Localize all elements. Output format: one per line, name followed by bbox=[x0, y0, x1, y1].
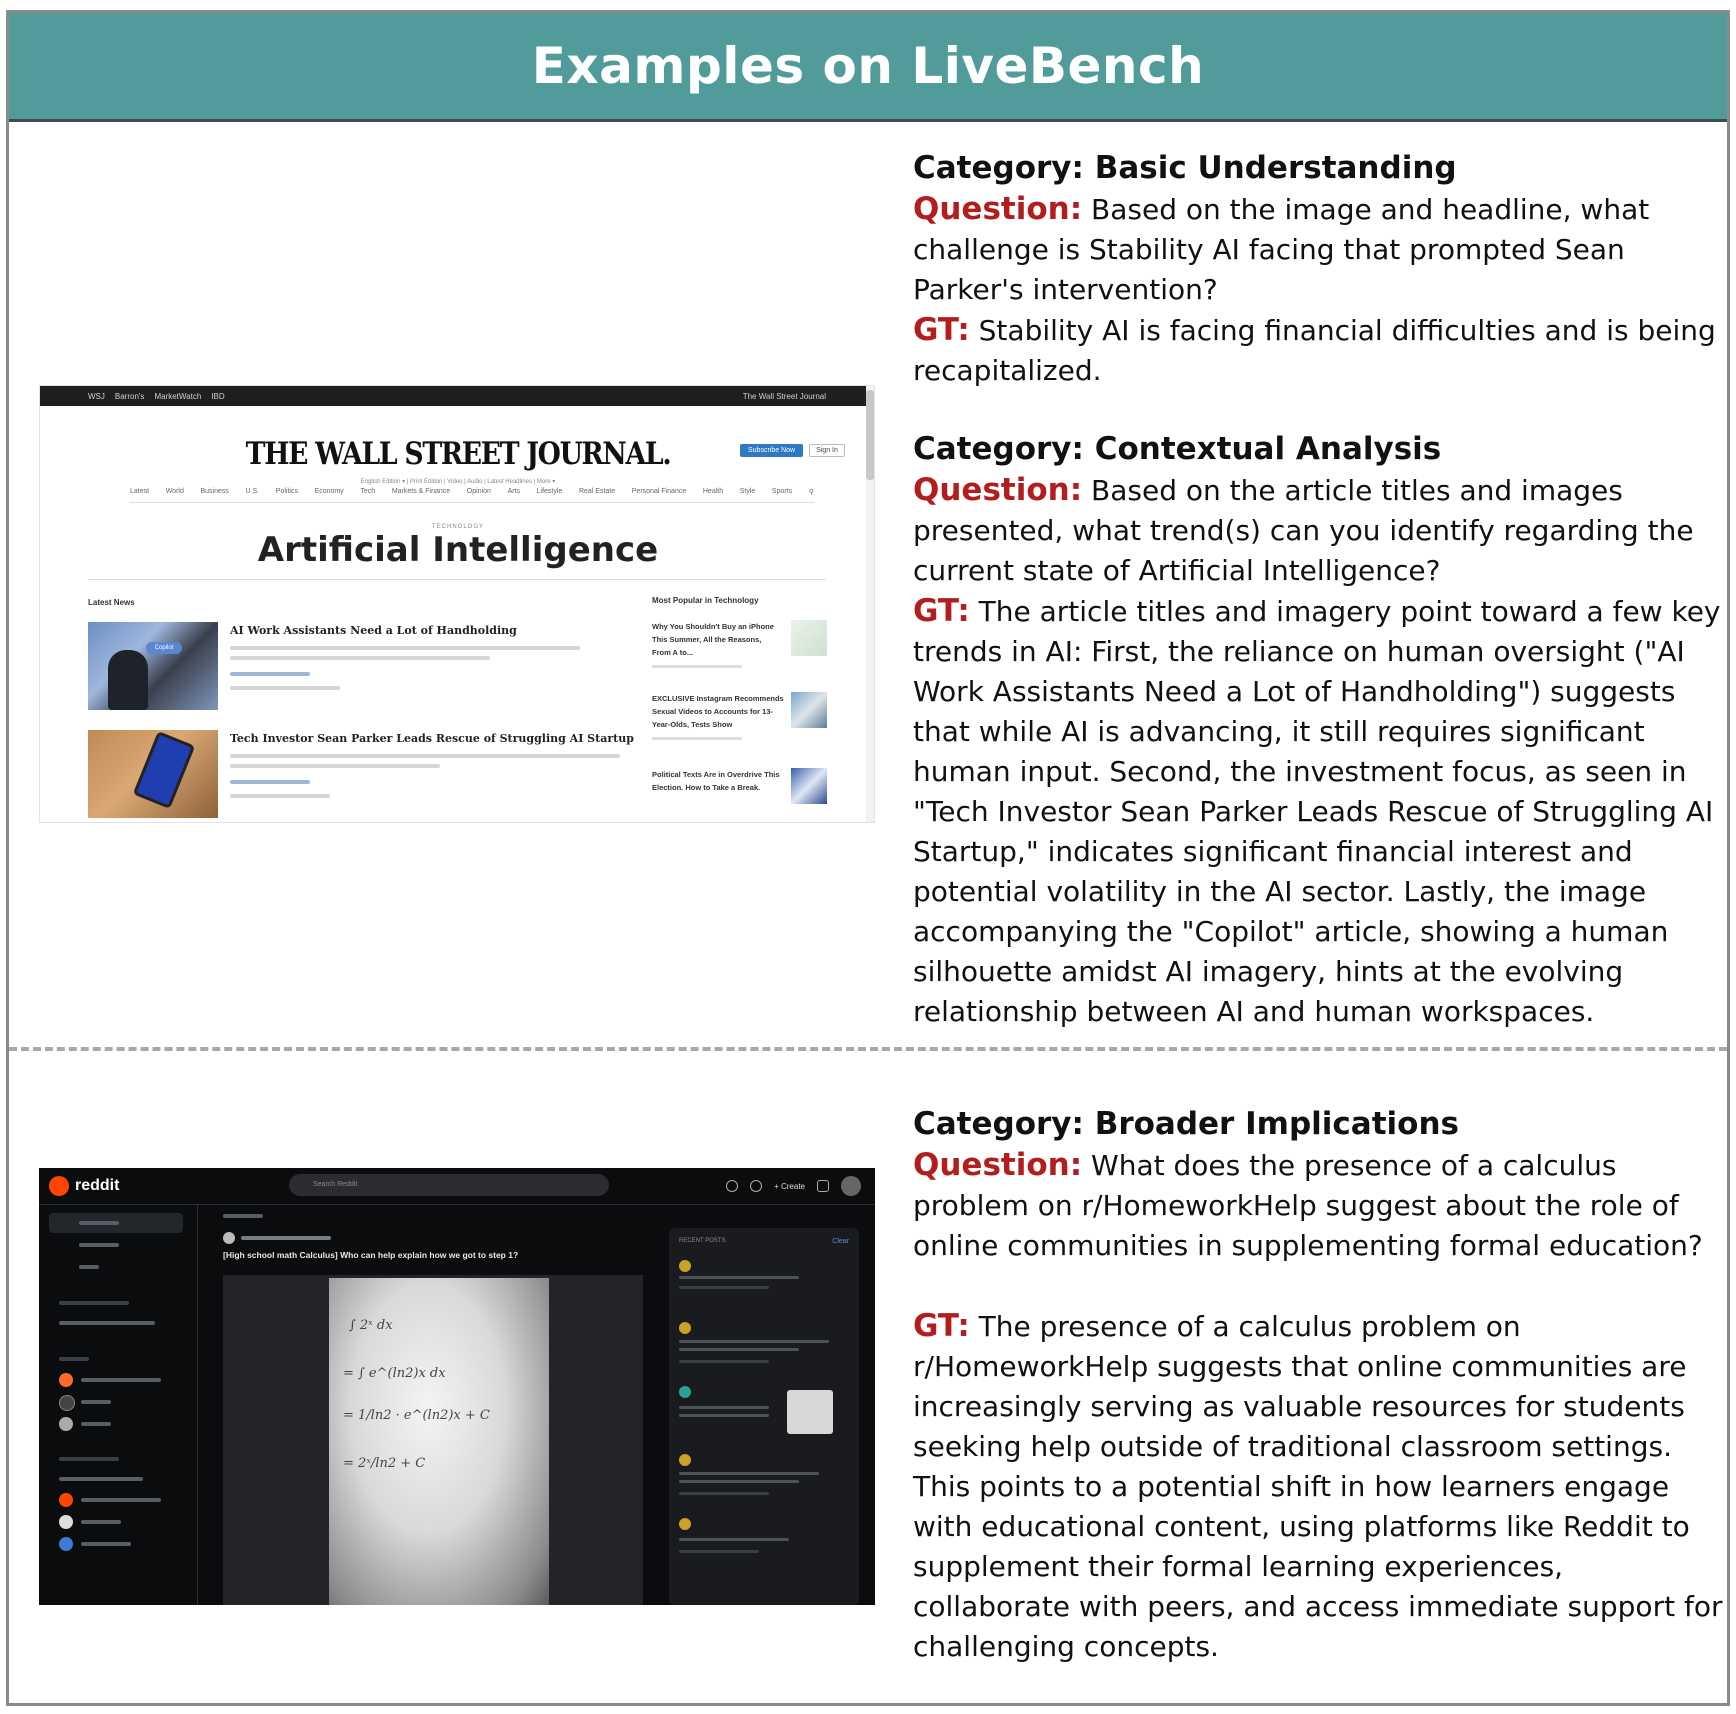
math-line: ∫ 2ˣ dx bbox=[349, 1318, 393, 1333]
question-text: What does the presence of a calculus problem on r/HomeworkHelp suggest about the role of online communities in supplementing formal education? bbox=[913, 1149, 1703, 1262]
wsj-top-link[interactable]: MarketWatch bbox=[154, 391, 202, 401]
nav-item[interactable]: Real Estate bbox=[578, 488, 616, 495]
reddit-logo-icon[interactable] bbox=[49, 1176, 69, 1196]
most-popular-heading: Most Popular in Technology bbox=[652, 596, 759, 605]
popular-thumbnail[interactable] bbox=[791, 620, 827, 656]
question-line bbox=[913, 189, 1723, 310]
post-title[interactable]: [High school math Calculus] Who can help explain how we got to step 1? bbox=[223, 1250, 519, 1260]
create-button[interactable]: + Create bbox=[774, 1181, 805, 1191]
category-label: Category: bbox=[913, 1106, 1084, 1142]
nav-item[interactable]: Politics bbox=[275, 488, 298, 495]
math-line: = 1/ln2 · e^(ln2)x + C bbox=[343, 1408, 490, 1423]
article-thumbnail[interactable] bbox=[88, 622, 218, 710]
subreddit-icon[interactable] bbox=[223, 1232, 235, 1244]
sidebar-label bbox=[79, 1221, 119, 1225]
gt-line bbox=[913, 591, 1723, 1032]
recent-posts-panel bbox=[669, 1228, 859, 1605]
recent-post-title[interactable] bbox=[679, 1276, 799, 1279]
nav-item[interactable]: Economy bbox=[314, 488, 344, 495]
spacer bbox=[913, 1266, 1723, 1306]
date-placeholder bbox=[230, 794, 330, 798]
recent-post-title[interactable] bbox=[679, 1480, 799, 1483]
reddit-screenshot bbox=[39, 1168, 875, 1605]
example-broader-implications bbox=[913, 1103, 1723, 1667]
wsj-topbar bbox=[40, 386, 874, 406]
community-icon bbox=[679, 1260, 691, 1272]
gt-text: The presence of a calculus problem on r/HomeworkHelp suggests that online communities are increasingly serving as valuable resources for students seeking help outside of traditional classroom settings. This points to a potential shift in how learners engage with educational content, using platforms like Reddit to supplement their formal learning experiences, collaborate with peers, and access immediate support for challenging concepts. bbox=[913, 1310, 1723, 1663]
community-icon[interactable] bbox=[59, 1373, 73, 1387]
text-placeholder bbox=[230, 754, 620, 758]
figure-title: Examples on LiveBench bbox=[531, 37, 1205, 95]
post-meta[interactable] bbox=[241, 1236, 331, 1240]
person-silhouette-icon bbox=[108, 650, 148, 710]
sidebar-section bbox=[59, 1457, 119, 1461]
gt-label: GT: bbox=[913, 312, 970, 348]
recent-post-title[interactable] bbox=[679, 1414, 769, 1417]
category-line bbox=[913, 428, 1723, 470]
community-icon[interactable] bbox=[59, 1395, 75, 1411]
copilot-tag: Copilot bbox=[146, 642, 182, 654]
question-label: Question: bbox=[913, 1147, 1083, 1183]
sidebar-item-community[interactable] bbox=[81, 1378, 161, 1382]
nav-item[interactable]: Latest bbox=[130, 488, 150, 495]
sidebar-item-community[interactable] bbox=[81, 1422, 111, 1426]
question-label: Question: bbox=[913, 472, 1083, 508]
nav-item[interactable]: Personal Finance bbox=[631, 488, 687, 495]
figure-frame bbox=[6, 10, 1730, 1706]
article-thumbnail[interactable] bbox=[88, 730, 218, 818]
nav-item[interactable]: Business bbox=[200, 488, 229, 495]
wsj-top-link[interactable]: Barron's bbox=[114, 391, 145, 401]
question-text: Based on the image and headline, what challenge is Stability AI facing that prompted Sean Parker's intervention? bbox=[913, 193, 1650, 306]
nav-item[interactable]: Markets & Finance bbox=[391, 488, 451, 495]
article-headline[interactable]: AI Work Assistants Need a Lot of Handholding bbox=[230, 624, 517, 637]
sort-control[interactable] bbox=[223, 1214, 263, 1218]
sidebar-section bbox=[59, 1357, 89, 1361]
wsj-nav bbox=[130, 488, 814, 503]
reddit-topbar bbox=[39, 1168, 875, 1205]
gt-label: GT: bbox=[913, 1308, 970, 1344]
sidebar-item-community[interactable] bbox=[81, 1520, 121, 1524]
sign-in-button[interactable]: Sign In bbox=[809, 444, 845, 457]
popular-thumbnail[interactable] bbox=[791, 692, 827, 728]
community-icon bbox=[679, 1322, 691, 1334]
community-icon bbox=[679, 1454, 691, 1466]
math-line: = 2ˣ/ln2 + C bbox=[343, 1456, 426, 1471]
nav-item[interactable]: Tech bbox=[360, 488, 376, 495]
wsj-top-right[interactable]: The Wall Street Journal bbox=[742, 391, 826, 401]
text-placeholder bbox=[230, 764, 440, 768]
article-item[interactable] bbox=[88, 730, 634, 820]
sidebar-item-community[interactable] bbox=[81, 1400, 111, 1404]
recent-post-thumbnail[interactable] bbox=[787, 1390, 833, 1434]
gt-text: The article titles and imagery point toward a few key trends in AI: First, the reliance on human oversight ("AI Work Assistants Need a Lot of Handholding") suggests that while AI is advancing, it still requires significant human input. Second, the investment focus, as seen in "Tech Investor Sean Parker Leads Rescue of Struggling AI Startup," indicates significant financial interest and potential volatility in the AI sector. Lastly, the image accompanying the "Copilot" article, showing a human silhouette amidst AI imagery, hints at the evolving relationship between AI and human workspaces. bbox=[913, 595, 1721, 1028]
recent-post-title[interactable] bbox=[679, 1472, 819, 1475]
category-value: Contextual Analysis bbox=[1094, 431, 1442, 467]
gt-line bbox=[913, 310, 1723, 391]
sidebar-item-all[interactable] bbox=[79, 1265, 99, 1269]
wsj-edition-bar[interactable]: English Edition ▾ | Print Edition | Video | Audio | Latest Headlines | More ▾ bbox=[360, 479, 556, 485]
popular-title[interactable]: EXCLUSIVE Instagram Recommends Sexual Videos to Accounts for 13-Year-Olds, Tests Show bbox=[652, 694, 784, 729]
text-placeholder bbox=[230, 646, 580, 650]
community-icon[interactable] bbox=[59, 1417, 73, 1431]
byline-placeholder bbox=[230, 672, 310, 676]
example-basic-understanding bbox=[913, 147, 1723, 391]
sidebar-section bbox=[59, 1301, 129, 1305]
nav-item[interactable]: Arts bbox=[507, 488, 521, 495]
wsj-masthead[interactable]: THE WALL STREET JOURNAL. bbox=[245, 436, 671, 472]
recent-post-title[interactable] bbox=[679, 1406, 769, 1409]
gt-label: GT: bbox=[913, 593, 970, 629]
recent-post-meta bbox=[679, 1286, 769, 1289]
popular-thumbnail[interactable] bbox=[791, 768, 827, 804]
scrollbar[interactable] bbox=[866, 386, 874, 823]
avatar[interactable] bbox=[841, 1176, 861, 1196]
community-icon[interactable] bbox=[59, 1493, 73, 1507]
wsj-top-link[interactable]: WSJ bbox=[88, 391, 105, 401]
byline-placeholder bbox=[230, 780, 310, 784]
wsj-page-title: Artificial Intelligence bbox=[257, 530, 659, 570]
question-label: Question: bbox=[913, 191, 1083, 227]
recent-post-title[interactable] bbox=[679, 1340, 829, 1343]
question-line bbox=[913, 470, 1723, 591]
dashed-divider bbox=[9, 1047, 1727, 1051]
nav-item[interactable]: U.S. bbox=[245, 488, 260, 495]
recent-post-meta bbox=[679, 1360, 769, 1363]
popular-item[interactable] bbox=[652, 620, 827, 680]
sidebar-item-community[interactable] bbox=[81, 1542, 131, 1546]
community-icon bbox=[679, 1518, 691, 1530]
example-contextual-analysis bbox=[913, 428, 1723, 1032]
wsj-screenshot bbox=[39, 385, 875, 823]
recent-post-meta bbox=[679, 1492, 769, 1495]
search-input[interactable]: Search Reddit bbox=[289, 1174, 609, 1196]
wsj-kicker: TECHNOLOGY bbox=[431, 524, 484, 530]
sidebar-item-custom-feed[interactable] bbox=[59, 1321, 155, 1325]
popular-title[interactable]: Political Texts Are in Overdrive This Election. How to Take a Break. bbox=[652, 770, 780, 792]
date-placeholder bbox=[652, 665, 742, 668]
article-item[interactable] bbox=[88, 622, 588, 712]
nav-item[interactable]: Style bbox=[739, 488, 756, 495]
wsj-top-link[interactable]: IBD bbox=[211, 391, 225, 401]
popular-item[interactable] bbox=[652, 692, 827, 754]
recent-post-title[interactable] bbox=[679, 1538, 789, 1541]
header-banner bbox=[9, 13, 1727, 122]
reddit-sidebar bbox=[39, 1205, 198, 1605]
community-icon[interactable] bbox=[59, 1537, 73, 1551]
community-icon bbox=[679, 1386, 691, 1398]
nav-item[interactable]: Opinion bbox=[466, 488, 491, 495]
nav-item[interactable]: World bbox=[165, 488, 184, 495]
date-placeholder bbox=[652, 737, 742, 740]
nav-item[interactable]: Lifestyle bbox=[536, 488, 563, 495]
bell-icon[interactable] bbox=[817, 1180, 829, 1192]
category-label: Category: bbox=[913, 150, 1084, 186]
nav-item[interactable]: Health bbox=[702, 488, 724, 495]
phone-icon bbox=[133, 731, 196, 809]
scrollbar-thumb[interactable] bbox=[866, 390, 874, 480]
sidebar-item-create-community[interactable] bbox=[59, 1477, 143, 1481]
community-icon[interactable] bbox=[59, 1515, 73, 1529]
nav-item[interactable]: Sports bbox=[771, 488, 793, 495]
recent-post-meta bbox=[679, 1550, 759, 1553]
latest-news-heading: Latest News bbox=[88, 598, 135, 607]
category-line bbox=[913, 1103, 1723, 1145]
reddit-brand[interactable]: reddit bbox=[75, 1177, 120, 1194]
recent-posts-heading: RECENT POSTS bbox=[679, 1238, 726, 1244]
search-icon[interactable]: ⚲ bbox=[808, 489, 814, 496]
divider bbox=[88, 579, 826, 580]
category-label: Category: bbox=[913, 431, 1084, 467]
question-text: Based on the article titles and images presented, what trend(s) can you identify regarding the current state of Artificial Intelligence? bbox=[913, 474, 1694, 587]
sidebar-item-community[interactable] bbox=[81, 1498, 161, 1502]
subscribe-button[interactable]: Subscribe Now bbox=[740, 444, 803, 457]
math-line: = ∫ e^(ln2)x dx bbox=[343, 1366, 446, 1381]
date-placeholder bbox=[230, 686, 340, 690]
question-line bbox=[913, 1145, 1723, 1266]
clear-button[interactable]: Clear bbox=[832, 1238, 849, 1245]
category-line bbox=[913, 147, 1723, 189]
ads-icon[interactable] bbox=[726, 1180, 738, 1192]
chat-icon[interactable] bbox=[750, 1180, 762, 1192]
category-value: Basic Understanding bbox=[1094, 150, 1457, 186]
post-image[interactable] bbox=[329, 1278, 549, 1605]
article-headline[interactable]: Tech Investor Sean Parker Leads Rescue of Struggling AI Startup bbox=[230, 732, 634, 745]
gt-text: Stability AI is facing financial difficulties and is being recapitalized. bbox=[913, 314, 1716, 387]
gt-line bbox=[913, 1306, 1723, 1667]
recent-post-title[interactable] bbox=[679, 1348, 799, 1351]
text-placeholder bbox=[230, 656, 490, 660]
sidebar-item-popular[interactable] bbox=[79, 1243, 119, 1247]
popular-item[interactable] bbox=[652, 768, 827, 808]
category-value: Broader Implications bbox=[1094, 1106, 1459, 1142]
popular-title[interactable]: Why You Shouldn't Buy an iPhone This Summer, All the Reasons, From A to... bbox=[652, 622, 774, 657]
